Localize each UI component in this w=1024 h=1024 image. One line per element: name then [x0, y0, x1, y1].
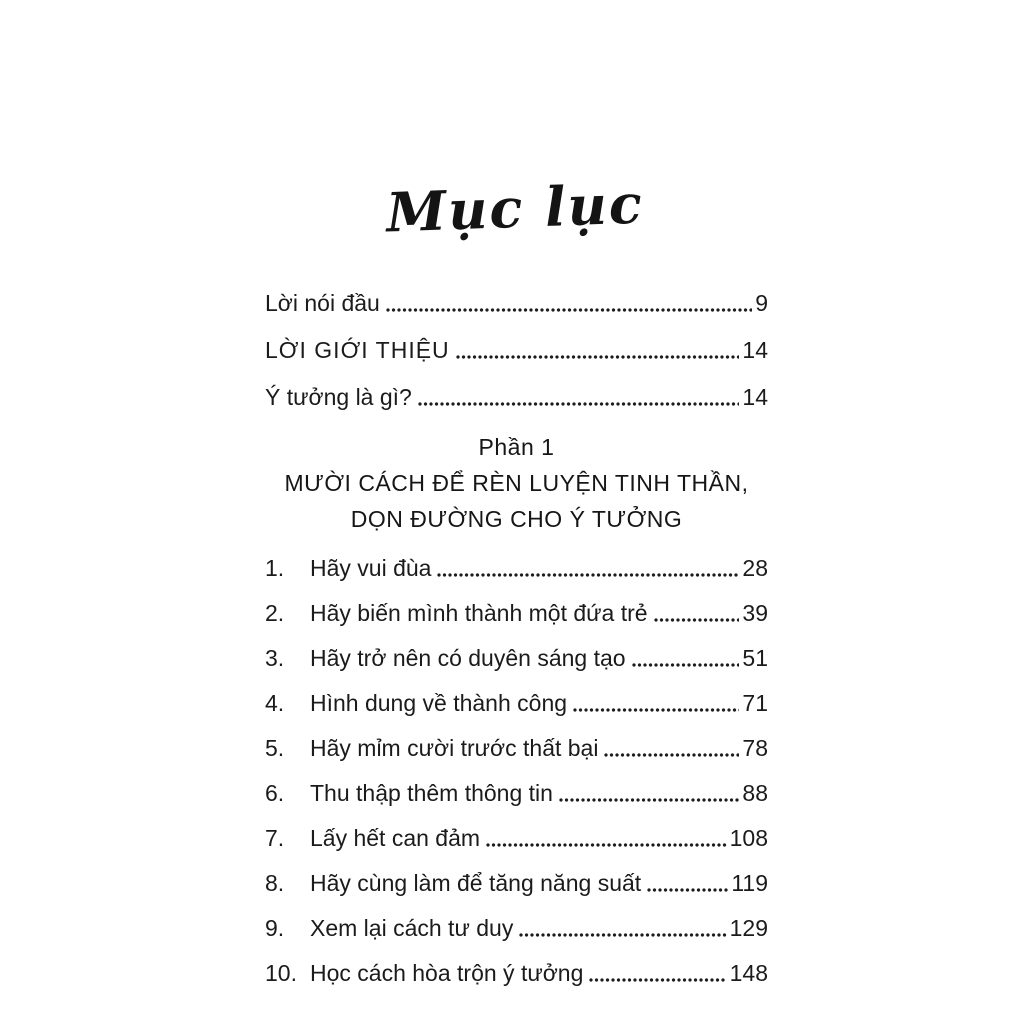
- toc-entry-label: Ý tưởng là gì?: [265, 384, 412, 410]
- dot-leader: [456, 355, 740, 359]
- toc-entry-label: Hãy trở nên có duyên sáng tạo: [310, 645, 626, 671]
- toc-entry-number: 2.: [265, 600, 285, 626]
- toc-entry: [265, 823, 768, 853]
- toc-entry: [265, 598, 768, 628]
- dot-leader: [437, 573, 739, 577]
- toc-entry-label: Hãy vui đùa: [310, 555, 432, 581]
- toc-entry-page-number: 71: [742, 690, 768, 716]
- toc-entry-number: 8.: [265, 870, 285, 896]
- toc-entry: [265, 382, 768, 412]
- dot-leader: [573, 708, 739, 712]
- section-heading: [265, 429, 768, 537]
- dot-leader: [604, 753, 739, 757]
- toc-entry-number: 5.: [265, 735, 285, 761]
- toc-entry-page-number: 14: [742, 337, 768, 363]
- toc-entry-page-number: 119: [731, 870, 768, 896]
- dot-leader: [647, 888, 728, 892]
- dot-leader: [589, 978, 726, 982]
- toc-entry-number: 7.: [265, 825, 285, 851]
- toc-entry: [265, 688, 768, 718]
- toc-entry-number: 1.: [265, 555, 285, 581]
- dot-leader: [632, 663, 740, 667]
- toc-entry-number: 3.: [265, 645, 285, 671]
- toc-entry-number: 10.: [265, 960, 297, 986]
- toc-entry-page-number: 78: [742, 735, 768, 761]
- toc-entry: [265, 288, 768, 318]
- dot-leader: [418, 402, 740, 406]
- toc-entry-label: Lấy hết can đảm: [310, 825, 481, 851]
- table-of-contents: [265, 288, 768, 1003]
- toc-entry: [265, 913, 768, 943]
- toc-entry-label: Học cách hòa trộn ý tưởng: [310, 960, 584, 986]
- toc-entry-label: Hãy biến mình thành một đứa trẻ: [310, 600, 648, 626]
- page-title: Mục lục: [385, 171, 645, 245]
- section-title-line2: DỌN ĐƯỜNG CHO Ý TƯỞNG: [350, 506, 683, 532]
- toc-entry-page-number: 129: [729, 915, 768, 941]
- toc-entry: [265, 778, 768, 808]
- toc-entry-page-number: 88: [742, 780, 768, 806]
- section-part-label: Phần 1: [478, 434, 555, 460]
- toc-entry-label: Hình dung về thành công: [310, 690, 568, 716]
- dot-leader: [486, 843, 727, 847]
- toc-entry-number: 9.: [265, 915, 285, 941]
- toc-entry-label: Hãy mỉm cười trước thất bại: [310, 735, 599, 761]
- toc-entry: [265, 868, 768, 898]
- toc-entry-page-number: 39: [742, 600, 768, 626]
- dot-leader: [559, 798, 739, 802]
- toc-entry-page-number: 14: [742, 384, 768, 410]
- dot-leader: [519, 933, 726, 937]
- toc-entry: [265, 643, 768, 673]
- toc-entry-page-number: 28: [742, 555, 768, 581]
- toc-entry-page-number: 9: [755, 290, 768, 316]
- chapter-list: [265, 553, 768, 988]
- toc-entry-page-number: 51: [742, 645, 768, 671]
- toc-entry-label: LỜI GIỚI THIỆU: [265, 337, 450, 363]
- toc-entry-number: 6.: [265, 780, 285, 806]
- section-title-line1: MƯỜI CÁCH ĐỂ RÈN LUYỆN TINH THẦN,: [284, 470, 749, 496]
- toc-entry-label: Xem lại cách tư duy: [310, 915, 514, 941]
- toc-entry-page-number: 148: [729, 960, 768, 986]
- toc-entry-page-number: 108: [729, 825, 768, 851]
- toc-entry-label: Lời nói đầu: [265, 290, 380, 316]
- toc-entry-label: Hãy cùng làm để tăng năng suất: [310, 870, 642, 896]
- dot-leader: [386, 308, 752, 312]
- toc-entry-label: Thu thập thêm thông tin: [310, 780, 553, 806]
- toc-entry: [265, 958, 768, 988]
- dot-leader: [654, 618, 740, 622]
- toc-entry-number: 4.: [265, 690, 285, 716]
- toc-entry: [265, 733, 768, 763]
- toc-entry: [265, 553, 768, 583]
- front-matter-list: [265, 288, 768, 412]
- toc-entry: [265, 335, 768, 365]
